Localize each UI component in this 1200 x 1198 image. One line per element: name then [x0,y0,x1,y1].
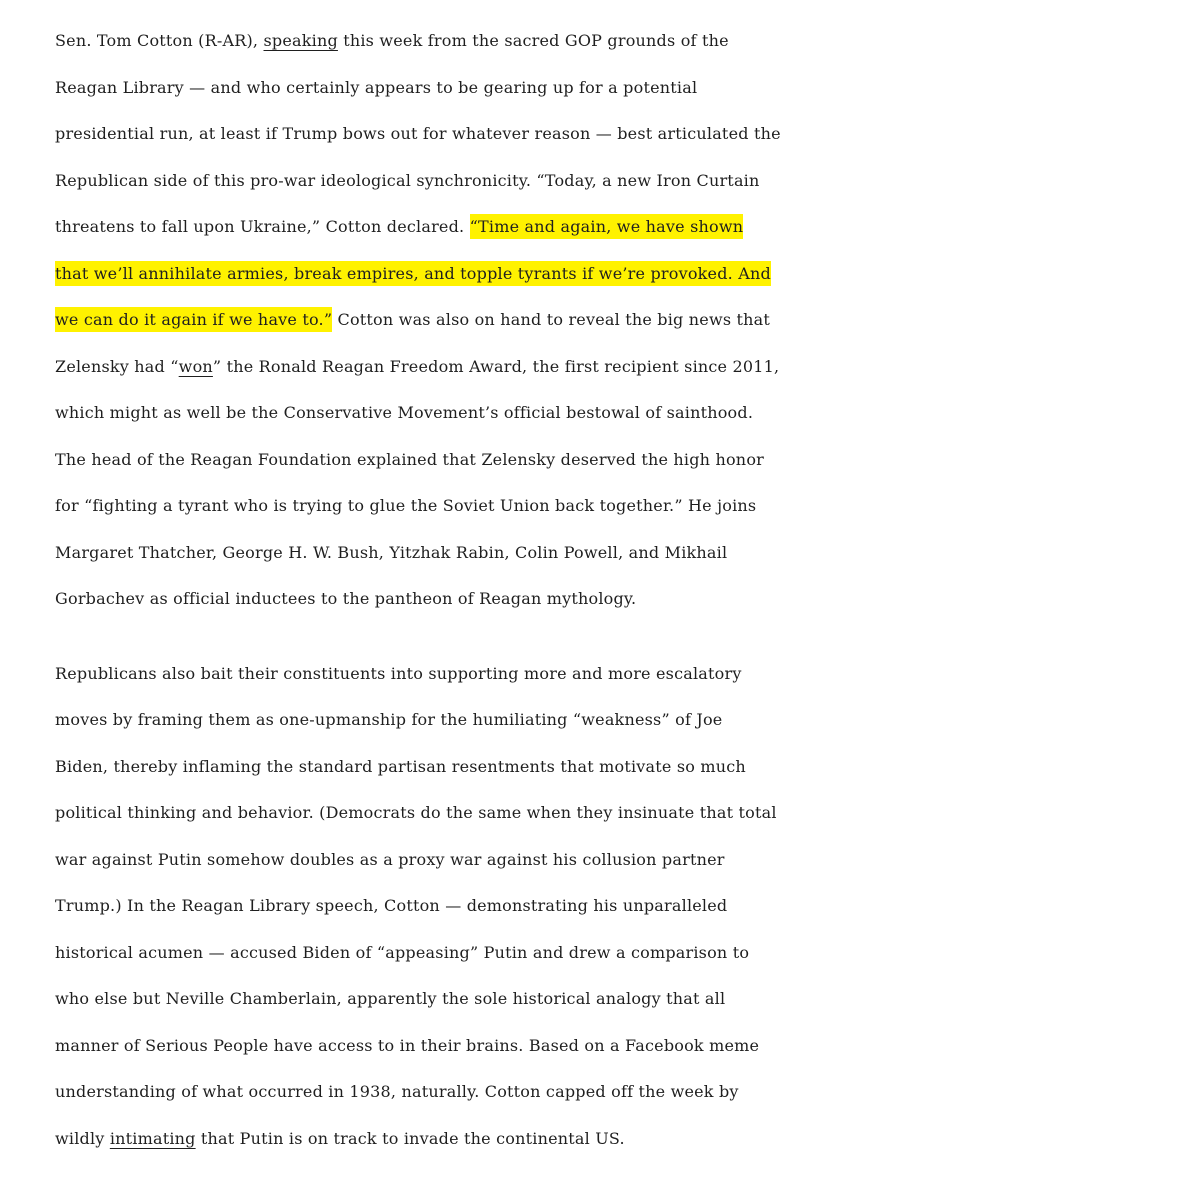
text-line [55,65,1195,112]
text-line [55,344,1195,391]
text-line [55,744,1195,791]
text-run: who else but Neville Chamberlain, apparently the sole historical analogy that all [55,989,726,1008]
text-run: Republicans also bait their constituents into supporting more and more escalatory [55,663,742,683]
text-run: this week from the sacred GOP grounds of the [337,31,729,50]
text-line [55,976,1195,1023]
text-run: Biden, thereby inflaming the standard partisan resentments that motivate so much [55,756,746,776]
text-line [55,576,1195,623]
text-run: for “fighting a tyrant who is trying to glue the Soviet Union back together.” He joins [55,496,757,515]
highlighted-quote: “Time and again, we have shown [470,214,744,239]
text-line [55,1023,1195,1070]
text-run: Trump.) In the Reagan Library speech, Cotton — demonstrating his unparalleled [55,896,728,915]
text-run: historical acumen — accused Biden of “appeasing” Putin and drew a comparison to [55,942,750,962]
text-run: Reagan Library — and who certainly appears to be gearing up for a potential [55,77,698,97]
article-body [55,18,1195,1162]
text-line [55,251,1195,298]
text-run: Zelensky had “ [55,356,179,376]
text-line [55,1116,1195,1163]
text-line [55,390,1195,437]
text-line [55,437,1195,484]
text-run: Margaret Thatcher, George H. W. Bush, Yitzhak Rabin, Colin Powell, and Mikhail [55,542,728,562]
text-line [55,651,1195,698]
link-won[interactable]: won [178,356,213,376]
text-run: war against Putin somehow doubles as a proxy war against his collusion partner [55,849,725,869]
text-line [55,18,1195,65]
link-intimating[interactable]: intimating [109,1128,196,1148]
text-line [55,883,1195,930]
text-run: Gorbachev as official inductees to the pantheon of Reagan mythology. [55,589,637,608]
text-run: The head of the Reagan Foundation explained that Zelensky deserved the high honor [55,449,764,469]
text-run: which might as well be the Conservative Movement’s official bestowal of sainthood. [55,403,754,422]
text-run: ” the Ronald Reagan Freedom Award, the first recipient since 2011, [212,356,780,376]
text-run: presidential run, at least if Trump bows out for whatever reason — best articulated the [55,124,781,143]
text-line [55,111,1195,158]
text-run: Republican side of this pro-war ideological synchronicity. “Today, a new Iron Curtain [55,170,760,190]
paragraph-cotton-reagan-library [55,18,1195,623]
text-line [55,158,1195,205]
text-line [55,297,1195,344]
text-line [55,483,1195,530]
text-run: manner of Serious People have access to in their brains. Based on a Facebook meme [55,1035,760,1055]
text-line [55,837,1195,884]
highlighted-quote: we can do it again if we have to.” [55,307,332,332]
text-line [55,204,1195,251]
text-run: wildly [55,1128,110,1148]
text-run: Cotton was also on hand to reveal the big news that [332,310,771,329]
text-line [55,530,1195,577]
highlighted-quote: that we’ll annihilate armies, break empires, and topple tyrants if we’re provoked. And [55,261,771,286]
text-run: political thinking and behavior. (Democrats do the same when they insinuate that total [55,803,777,822]
text-run: threatens to fall upon Ukraine,” Cotton declared. [55,217,470,236]
text-line [55,697,1195,744]
link-speaking[interactable]: speaking [263,31,338,50]
text-run: that Putin is on track to invade the continental US. [195,1128,625,1148]
text-line [55,790,1195,837]
text-run: understanding of what occurred in 1938, naturally. Cotton capped off the week by [55,1082,739,1101]
text-line [55,930,1195,977]
text-run: Sen. Tom Cotton (R-AR), [55,31,264,50]
text-line [55,1069,1195,1116]
text-run: moves by framing them as one-upmanship for the humiliating “weakness” of Joe [55,710,723,729]
paragraph-republicans-bait [55,651,1195,1163]
